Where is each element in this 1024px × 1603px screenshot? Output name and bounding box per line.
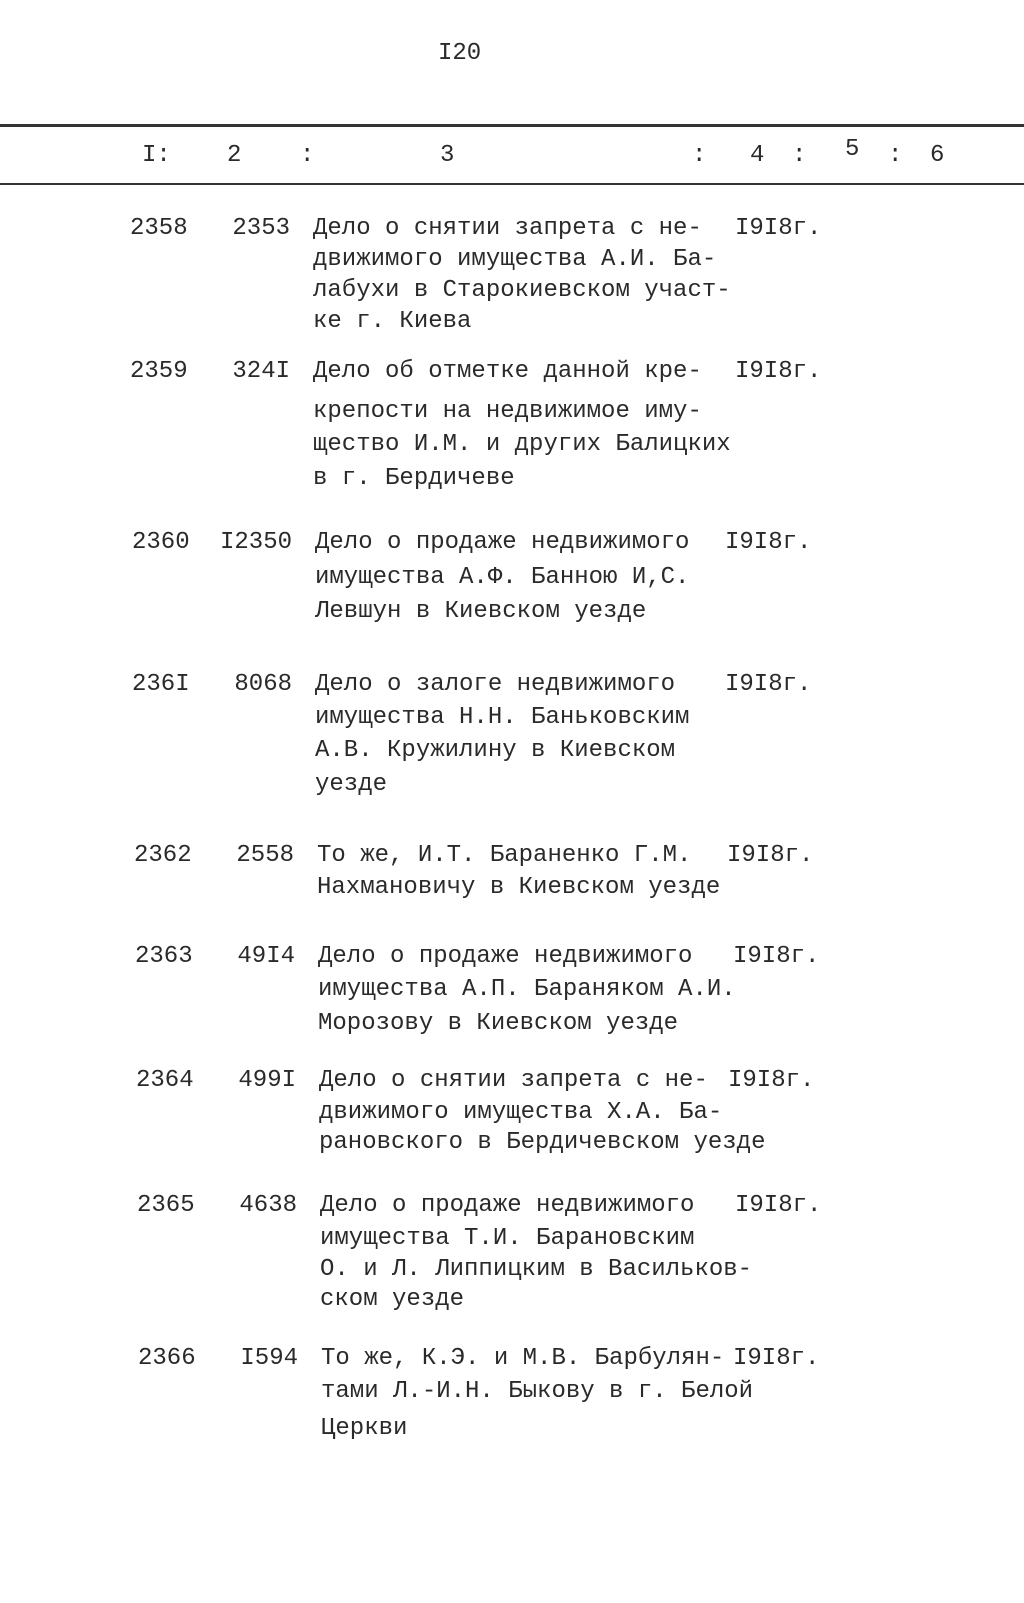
description-line: лабухи в Старокиевском участ- — [313, 277, 731, 304]
description-line: тами Л.-И.Н. Быкову в г. Белой — [321, 1378, 754, 1405]
case-year: I9I8г. — [735, 358, 822, 385]
description-line: Дело о снятии запрета с не- — [313, 215, 702, 242]
column-header-6: 6 — [930, 142, 945, 169]
case-year: I9I8г. — [728, 1067, 815, 1094]
description-line: имущества А.Ф. Банною И,С. — [315, 564, 690, 591]
description-line: Дело о продаже недвижимого — [315, 529, 690, 556]
entry-number: 2364 — [136, 1067, 194, 1094]
description-line: Дело о продаже недвижимого — [320, 1192, 695, 1219]
entry-number: 2362 — [134, 842, 192, 869]
description-line: движимого имущества Х.А. Ба- — [319, 1099, 723, 1126]
description-line: ке г. Киева — [313, 308, 472, 335]
description-line: рановского в Бердичевском уезде — [319, 1129, 766, 1156]
case-year: I9I8г. — [725, 671, 812, 698]
column-header-3: 3 — [440, 142, 455, 169]
case-year: I9I8г. — [733, 943, 820, 970]
entry-number: 236I — [132, 671, 190, 698]
description-line: ском уезде — [320, 1286, 465, 1313]
old-case-number: 324I — [232, 358, 290, 385]
case-year: I9I8г. — [735, 1192, 822, 1219]
old-case-number: 2558 — [236, 842, 294, 869]
old-case-number: 499I — [238, 1067, 296, 1094]
column-separator: : — [888, 142, 903, 169]
description-line: То же, И.Т. Бараненко Г.М. — [317, 842, 692, 869]
header-top-rule — [0, 124, 1024, 127]
case-year: I9I8г. — [735, 215, 822, 242]
entry-number: 2360 — [132, 529, 190, 556]
description-line: Нахмановичу в Киевском уезде — [317, 874, 721, 901]
old-case-number: 2353 — [232, 215, 290, 242]
description-line: То же, К.Э. и М.В. Барбулян- — [321, 1345, 725, 1372]
description-line: Левшун в Киевском уезде — [315, 598, 647, 625]
description-line: уезде — [315, 771, 388, 798]
description-line: крепости на недвижимое иму- — [313, 398, 702, 425]
description-line: Церкви — [321, 1415, 408, 1442]
entry-number: 2359 — [130, 358, 188, 385]
column-header-1: I: — [142, 142, 171, 169]
description-line: имущества А.П. Бараняком А.И. — [318, 976, 736, 1003]
old-case-number: I2350 — [219, 529, 292, 556]
description-line: имущества Т.И. Барановским — [320, 1225, 695, 1252]
description-line: имущества Н.Н. Баньковским — [315, 704, 690, 731]
old-case-number: 4638 — [239, 1192, 297, 1219]
description-line: в г. Бердичеве — [313, 465, 515, 492]
header-bottom-rule — [0, 183, 1024, 185]
page-number: I20 — [438, 40, 482, 67]
description-line: щество И.М. и других Балицких — [313, 431, 731, 458]
description-line: движимого имущества А.И. Ба- — [313, 246, 717, 273]
case-year: I9I8г. — [727, 842, 814, 869]
description-line: Дело о залоге недвижимого — [315, 671, 676, 698]
description-line: Дело о снятии запрета с не- — [319, 1067, 708, 1094]
entry-number: 2365 — [137, 1192, 195, 1219]
entry-number: 2366 — [138, 1345, 196, 1372]
entry-number: 2358 — [130, 215, 188, 242]
column-header-4: 4 — [750, 142, 765, 169]
old-case-number: I594 — [240, 1345, 298, 1372]
description-line: Дело об отметке данной кре- — [313, 358, 702, 385]
description-line: О. и Л. Липпицким в Васильков- — [320, 1256, 753, 1283]
column-header-5: 5 — [845, 136, 860, 163]
description-line: А.В. Кружилину в Киевском — [315, 737, 676, 764]
column-header-2: 2 — [227, 142, 242, 169]
old-case-number: 49I4 — [237, 943, 295, 970]
entry-number: 2363 — [135, 943, 193, 970]
case-year: I9I8г. — [733, 1345, 820, 1372]
column-separator: : — [792, 142, 807, 169]
column-separator: : — [300, 142, 315, 169]
description-line: Морозову в Киевском уезде — [318, 1010, 679, 1037]
case-year: I9I8г. — [725, 529, 812, 556]
description-line: Дело о продаже недвижимого — [318, 943, 693, 970]
column-separator: : — [692, 142, 707, 169]
old-case-number: 8068 — [234, 671, 292, 698]
